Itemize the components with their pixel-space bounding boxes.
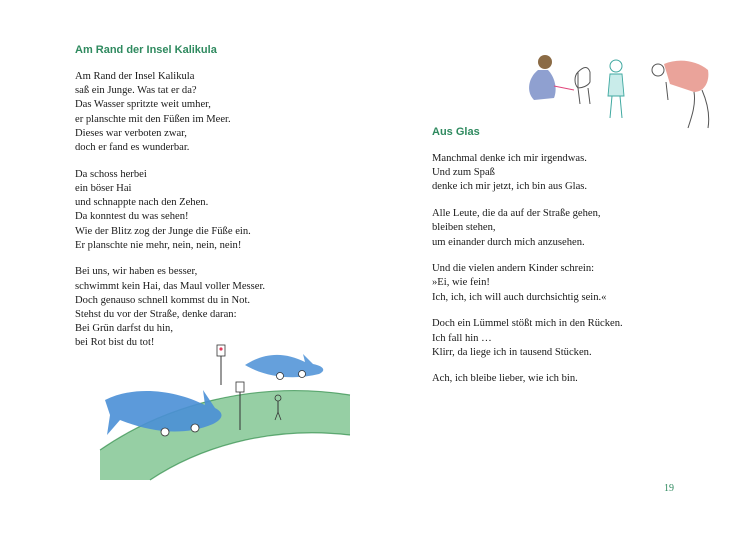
verse-line: Und die vielen andern Kinder schrein: (432, 263, 595, 275)
stanza (432, 262, 623, 305)
shark-road-illustration (95, 340, 355, 485)
left-poem-body (75, 70, 265, 351)
verse-line: schwimmt kein Hai, das Maul voller Messer. (75, 280, 266, 292)
girl-with-dog-icon (529, 55, 590, 104)
left-poem-title: Am Rand der Insel Kalikula (75, 44, 217, 56)
verse-line: Wie der Blitz zog der Junge die Füße ein. (75, 225, 251, 237)
verse-line: und schnappte nach den Zehen. (75, 197, 209, 209)
verse-line: Ach, ich bleibe lieber, wie ich bin. (432, 373, 578, 385)
stanza (432, 372, 623, 386)
verse-line: Bei uns, wir haben es besser, (75, 266, 198, 278)
verse-line: ein böser Hai (75, 182, 132, 194)
verse-line: Und zum Spaß (432, 167, 495, 179)
verse-line: er planschte mit den Füßen im Meer. (75, 113, 231, 125)
stanza (75, 70, 265, 155)
verse-line: Doch ein Lümmel stößt mich in den Rücken. (432, 318, 623, 330)
verse-line: denke ich mir jetzt, ich bin aus Glas. (432, 181, 588, 193)
verse-line: Alle Leute, die da auf der Straße gehen, (432, 208, 601, 220)
verse-line: Ich, ich, ich will auch durchsichtig sein.« (432, 291, 607, 303)
verse-line: bei Rot bist du tot! (75, 337, 155, 349)
verse-line: »Ei, wie fein! (432, 277, 490, 289)
page-number: 19 (664, 483, 674, 494)
stanza (432, 152, 623, 195)
verse-line: Klirr, da liege ich in tausend Stücken. (432, 346, 592, 358)
stanza (75, 265, 265, 350)
stanza (75, 168, 265, 253)
verse-line: Da konntest du was sehen! (75, 211, 189, 223)
stanza (432, 317, 623, 360)
verse-line: Da schoss herbei (75, 168, 147, 180)
glass-child-icon (608, 60, 624, 118)
people-dog-illustration (518, 52, 718, 132)
verse-line: Manchmal denke ich mir irgendwas. (432, 153, 587, 164)
verse-line: Bei Grün darfst du hin, (75, 323, 173, 335)
right-poem-title: Aus Glas (432, 126, 480, 138)
right-poem-body (432, 152, 623, 387)
bending-man-icon (652, 61, 709, 128)
stanza (432, 207, 623, 250)
verse-line: Dieses war verboten zwar, (75, 127, 187, 139)
verse-line: Das Wasser spritzte weit umher, (75, 99, 211, 111)
verse-line: Am Rand der Insel Kalikula (75, 71, 195, 82)
verse-line: doch er fand es wunderbar. (75, 142, 190, 154)
verse-line: Doch genauso schnell kommst du in Not. (75, 294, 251, 306)
verse-line: Ich fall hin … (432, 332, 492, 344)
verse-line: um einander durch mich anzusehen. (432, 236, 585, 248)
verse-line: Stehst du vor der Straße, denke daran: (75, 309, 237, 321)
shark-car-icon (245, 354, 323, 380)
verse-line: Er planschte nie mehr, nein, nein, nein! (75, 239, 242, 251)
verse-line: bleiben stehen, (432, 222, 496, 234)
verse-line: saß ein Junge. Was tat er da? (75, 85, 197, 97)
